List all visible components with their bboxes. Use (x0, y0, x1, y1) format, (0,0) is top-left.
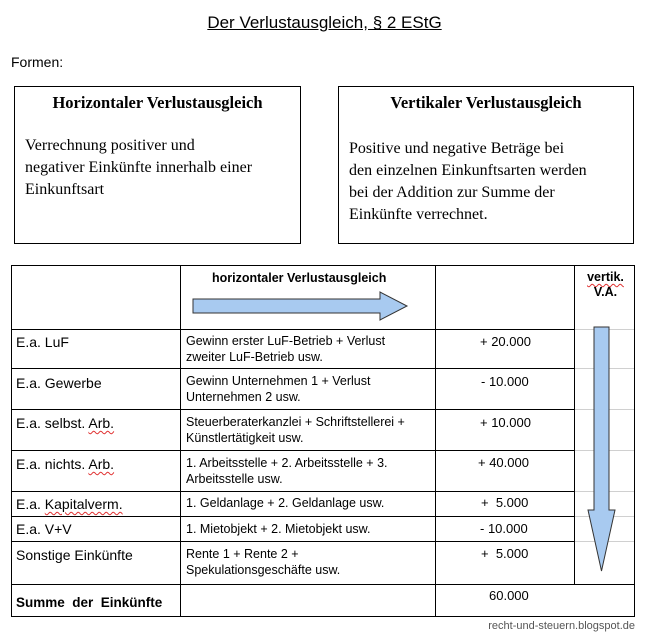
row-desc: Rente 1 + Rente 2 + Spekulationsgeschäfte usw. (186, 547, 341, 577)
total-value: 60.000 (489, 588, 529, 603)
row-value: + 5.000 (481, 495, 529, 510)
horizontal-box-text: Verrechnung positiver und negativer Einkünfte innerhalb einer Einkunftsart (25, 137, 253, 198)
row-value: + 5.000 (481, 546, 529, 561)
header-vertical-line1: vertik. (587, 270, 624, 284)
row-value: + 40.000 (478, 455, 529, 470)
page-title: Der Verlustausgleich, § 2 EStG (207, 13, 442, 32)
vertical-box-text: Positive und negative Beträge bei den einzelnen Einkunftsarten werden bei der Addition zur Summe der Einkünfte verrechnet. (349, 140, 587, 223)
header-horizontal: horizontaler Verlustausgleich (212, 271, 387, 285)
row-label-text: E.a. (16, 496, 45, 512)
row-label-text: E.a. nichts. (16, 456, 89, 472)
vertical-box-heading: Vertikaler Verlustausgleich (390, 93, 582, 112)
row-label-wavy: Kapitalverm. (44, 496, 123, 512)
vertical-arrow-icon (588, 327, 615, 571)
row-value: + 20.000 (480, 334, 531, 349)
row-desc: 1. Geldanlage + 2. Geldanlage usw. (186, 496, 385, 510)
row-label (16, 496, 123, 512)
horizontal-arrow-icon (193, 292, 407, 320)
row-desc: 1. Mietobjekt + 2. Mietobjekt usw. (186, 522, 371, 536)
row-label-wavy: Arb. (88, 456, 115, 472)
row-desc: Steuerberaterkanzlei + Schriftstellerei + Künstlertätigkeit usw. (186, 415, 405, 445)
total-label: Summe der Einkünfte (16, 595, 163, 610)
row-value: - 10.000 (480, 521, 528, 536)
row-value: - 10.000 (481, 374, 529, 389)
forms-label: Formen: (11, 54, 64, 70)
row-label: E.a. Gewerbe (16, 375, 102, 391)
header-vertical-line2: V.A. (593, 285, 618, 299)
row-label-wavy: Arb. (88, 415, 115, 431)
header-vertical (578, 270, 633, 300)
row-label (16, 415, 114, 431)
row-label: Sonstige Einkünfte (16, 547, 133, 563)
row-value: + 10.000 (480, 415, 531, 430)
row-label: E.a. LuF (16, 334, 69, 350)
row-label-text: E.a. selbst. (16, 415, 89, 431)
row-desc: 1. Arbeitsstelle + 2. Arbeitsstelle + 3. Arbeitsstelle usw. (186, 456, 388, 486)
row-label: E.a. V+V (16, 521, 72, 537)
horizontal-box-heading: Horizontaler Verlustausgleich (52, 93, 263, 112)
footer-source: recht-und-steuern.blogspot.de (488, 620, 635, 632)
row-desc: Gewinn erster LuF-Betrieb + Verlust zweiter LuF-Betrieb usw. (186, 334, 386, 364)
row-desc: Gewinn Unternehmen 1 + Verlust Unternehmen 2 usw. (186, 374, 371, 404)
row-label (16, 456, 114, 472)
